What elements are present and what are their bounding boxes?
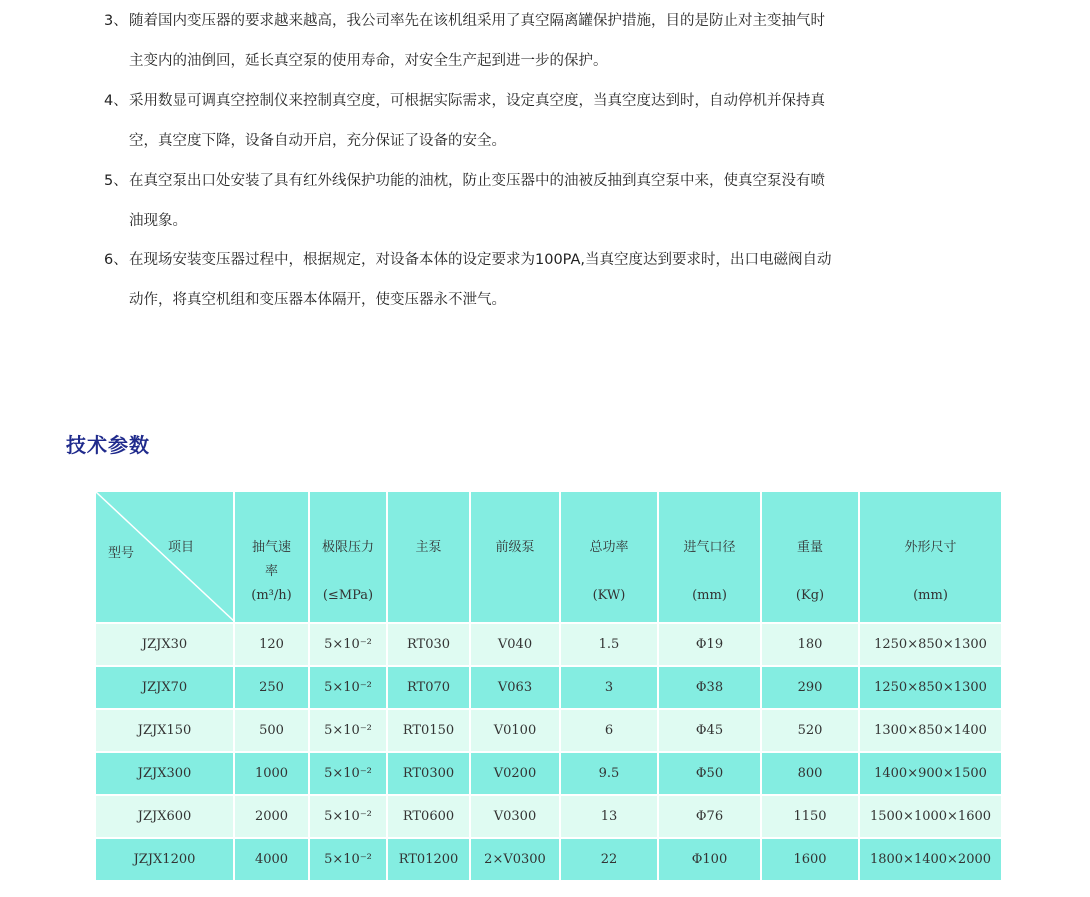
- cell-main-pump: RT0150: [387, 709, 470, 752]
- cell-backing-pump: 2×V0300: [470, 838, 560, 881]
- header-weight: [761, 491, 859, 623]
- cell-dimensions: 1250×850×1300: [859, 623, 1002, 666]
- spec-table: [94, 490, 1003, 882]
- cell-dimensions: 1250×850×1300: [859, 666, 1002, 709]
- cell-speed: 120: [234, 623, 309, 666]
- table-row: [95, 752, 1002, 795]
- cell-main-pump: RT030: [387, 623, 470, 666]
- cell-weight: 180: [761, 623, 859, 666]
- header-top: 主泵: [415, 540, 442, 555]
- cell-dimensions: 1300×850×1400: [859, 709, 1002, 752]
- cell-dimensions: 1400×900×1500: [859, 752, 1002, 795]
- header-unit: (≤MPa): [322, 588, 374, 603]
- header-pressure: [309, 491, 387, 623]
- header-speed: [234, 491, 309, 623]
- header-unit: (Kg): [795, 588, 825, 603]
- table-row: [95, 666, 1002, 709]
- cell-weight: 1150: [761, 795, 859, 838]
- table-header-row: [95, 491, 1002, 623]
- cell-pressure: 5×10⁻²: [309, 838, 387, 881]
- cell-speed: 1000: [234, 752, 309, 795]
- cell-weight: 800: [761, 752, 859, 795]
- paragraph-line: 在真空泵出口处安装了具有红外线保护功能的油枕，防止变压器中的油被反抽到真空泵中来，使真空泵没有喷: [129, 173, 825, 189]
- header-power: [560, 491, 658, 623]
- corner-item-label: 项目: [168, 540, 195, 555]
- cell-model: JZJX300: [95, 752, 234, 795]
- header-unit: (mm): [692, 588, 727, 603]
- paragraph-line: 主变内的油倒回，延长真空泵的使用寿命，对安全生产起到进一步的保护。: [129, 53, 608, 69]
- table-row: [95, 795, 1002, 838]
- section-title: 技术参数: [66, 433, 150, 457]
- cell-power: 13: [560, 795, 658, 838]
- header-top: 抽气速率: [251, 540, 291, 579]
- header-top: 前级泵: [495, 540, 535, 555]
- cell-inlet: Φ50: [658, 752, 761, 795]
- cell-backing-pump: V0200: [470, 752, 560, 795]
- cell-inlet: Φ100: [658, 838, 761, 881]
- header-top: 重量: [796, 540, 823, 555]
- cell-power: 9.5: [560, 752, 658, 795]
- paragraph-line: 油现象。: [129, 213, 187, 229]
- cell-weight: 520: [761, 709, 859, 752]
- cell-dimensions: 1500×1000×1600: [859, 795, 1002, 838]
- header-inlet: [658, 491, 761, 623]
- cell-inlet: Φ38: [658, 666, 761, 709]
- paragraph-line: 随着国内变压器的要求越来越高，我公司率先在该机组采用了真空隔离罐保护措施，目的是防止对主变抽气时: [129, 13, 825, 29]
- cell-pressure: 5×10⁻²: [309, 666, 387, 709]
- cell-backing-pump: V040: [470, 623, 560, 666]
- table-row: [95, 838, 1002, 881]
- cell-power: 22: [560, 838, 658, 881]
- paragraph-number: 5、: [104, 173, 128, 189]
- cell-pressure: 5×10⁻²: [309, 795, 387, 838]
- cell-model: JZJX1200: [95, 838, 234, 881]
- header-backing-pump: [470, 491, 560, 623]
- table-row: [95, 709, 1002, 752]
- cell-pressure: 5×10⁻²: [309, 752, 387, 795]
- cell-model: JZJX150: [95, 709, 234, 752]
- header-unit: (KW): [592, 588, 626, 603]
- cell-speed: 4000: [234, 838, 309, 881]
- paragraph-line: 空，真空度下降，设备自动开启，充分保证了设备的安全。: [129, 133, 506, 149]
- paragraph-number: 4、: [104, 93, 128, 109]
- header-top: 进气口径: [683, 540, 736, 555]
- cell-backing-pump: V0100: [470, 709, 560, 752]
- cell-main-pump: RT0600: [387, 795, 470, 838]
- corner-header-cell: [95, 491, 234, 623]
- header-top: 外形尺寸: [904, 540, 957, 555]
- cell-pressure: 5×10⁻²: [309, 709, 387, 752]
- cell-inlet: Φ45: [658, 709, 761, 752]
- paragraph-line: 采用数显可调真空控制仪来控制真空度，可根据实际需求，设定真空度，当真空度达到时，自动停机并保持真: [129, 93, 825, 109]
- cell-power: 6: [560, 709, 658, 752]
- cell-main-pump: RT01200: [387, 838, 470, 881]
- cell-model: JZJX70: [95, 666, 234, 709]
- paragraph-number: 3、: [104, 13, 128, 29]
- cell-model: JZJX600: [95, 795, 234, 838]
- cell-speed: 2000: [234, 795, 309, 838]
- cell-backing-pump: V063: [470, 666, 560, 709]
- cell-backing-pump: V0300: [470, 795, 560, 838]
- cell-power: 3: [560, 666, 658, 709]
- cell-dimensions: 1800×1400×2000: [859, 838, 1002, 881]
- cell-pressure: 5×10⁻²: [309, 623, 387, 666]
- cell-inlet: Φ19: [658, 623, 761, 666]
- header-main-pump: [387, 491, 470, 623]
- cell-model: JZJX30: [95, 623, 234, 666]
- cell-main-pump: RT070: [387, 666, 470, 709]
- cell-weight: 290: [761, 666, 859, 709]
- paragraph-line: 动作，将真空机组和变压器本体隔开，使变压器永不泄气。: [129, 292, 506, 308]
- cell-weight: 1600: [761, 838, 859, 881]
- paragraph-line: 在现场安装变压器过程中，根据规定，对设备本体的设定要求为100PA,当真空度达到要求时，出口电磁阀自动: [129, 252, 832, 268]
- header-dimensions: [859, 491, 1002, 623]
- paragraph-number: 6、: [104, 252, 128, 268]
- cell-speed: 250: [234, 666, 309, 709]
- header-unit: (m³/h): [251, 588, 292, 603]
- header-unit: (mm): [913, 588, 948, 603]
- corner-model-label: 型号: [108, 546, 135, 561]
- cell-power: 1.5: [560, 623, 658, 666]
- cell-inlet: Φ76: [658, 795, 761, 838]
- header-top: 总功率: [589, 540, 629, 555]
- header-top: 极限压力: [321, 540, 374, 555]
- cell-speed: 500: [234, 709, 309, 752]
- cell-main-pump: RT0300: [387, 752, 470, 795]
- table-row: [95, 623, 1002, 666]
